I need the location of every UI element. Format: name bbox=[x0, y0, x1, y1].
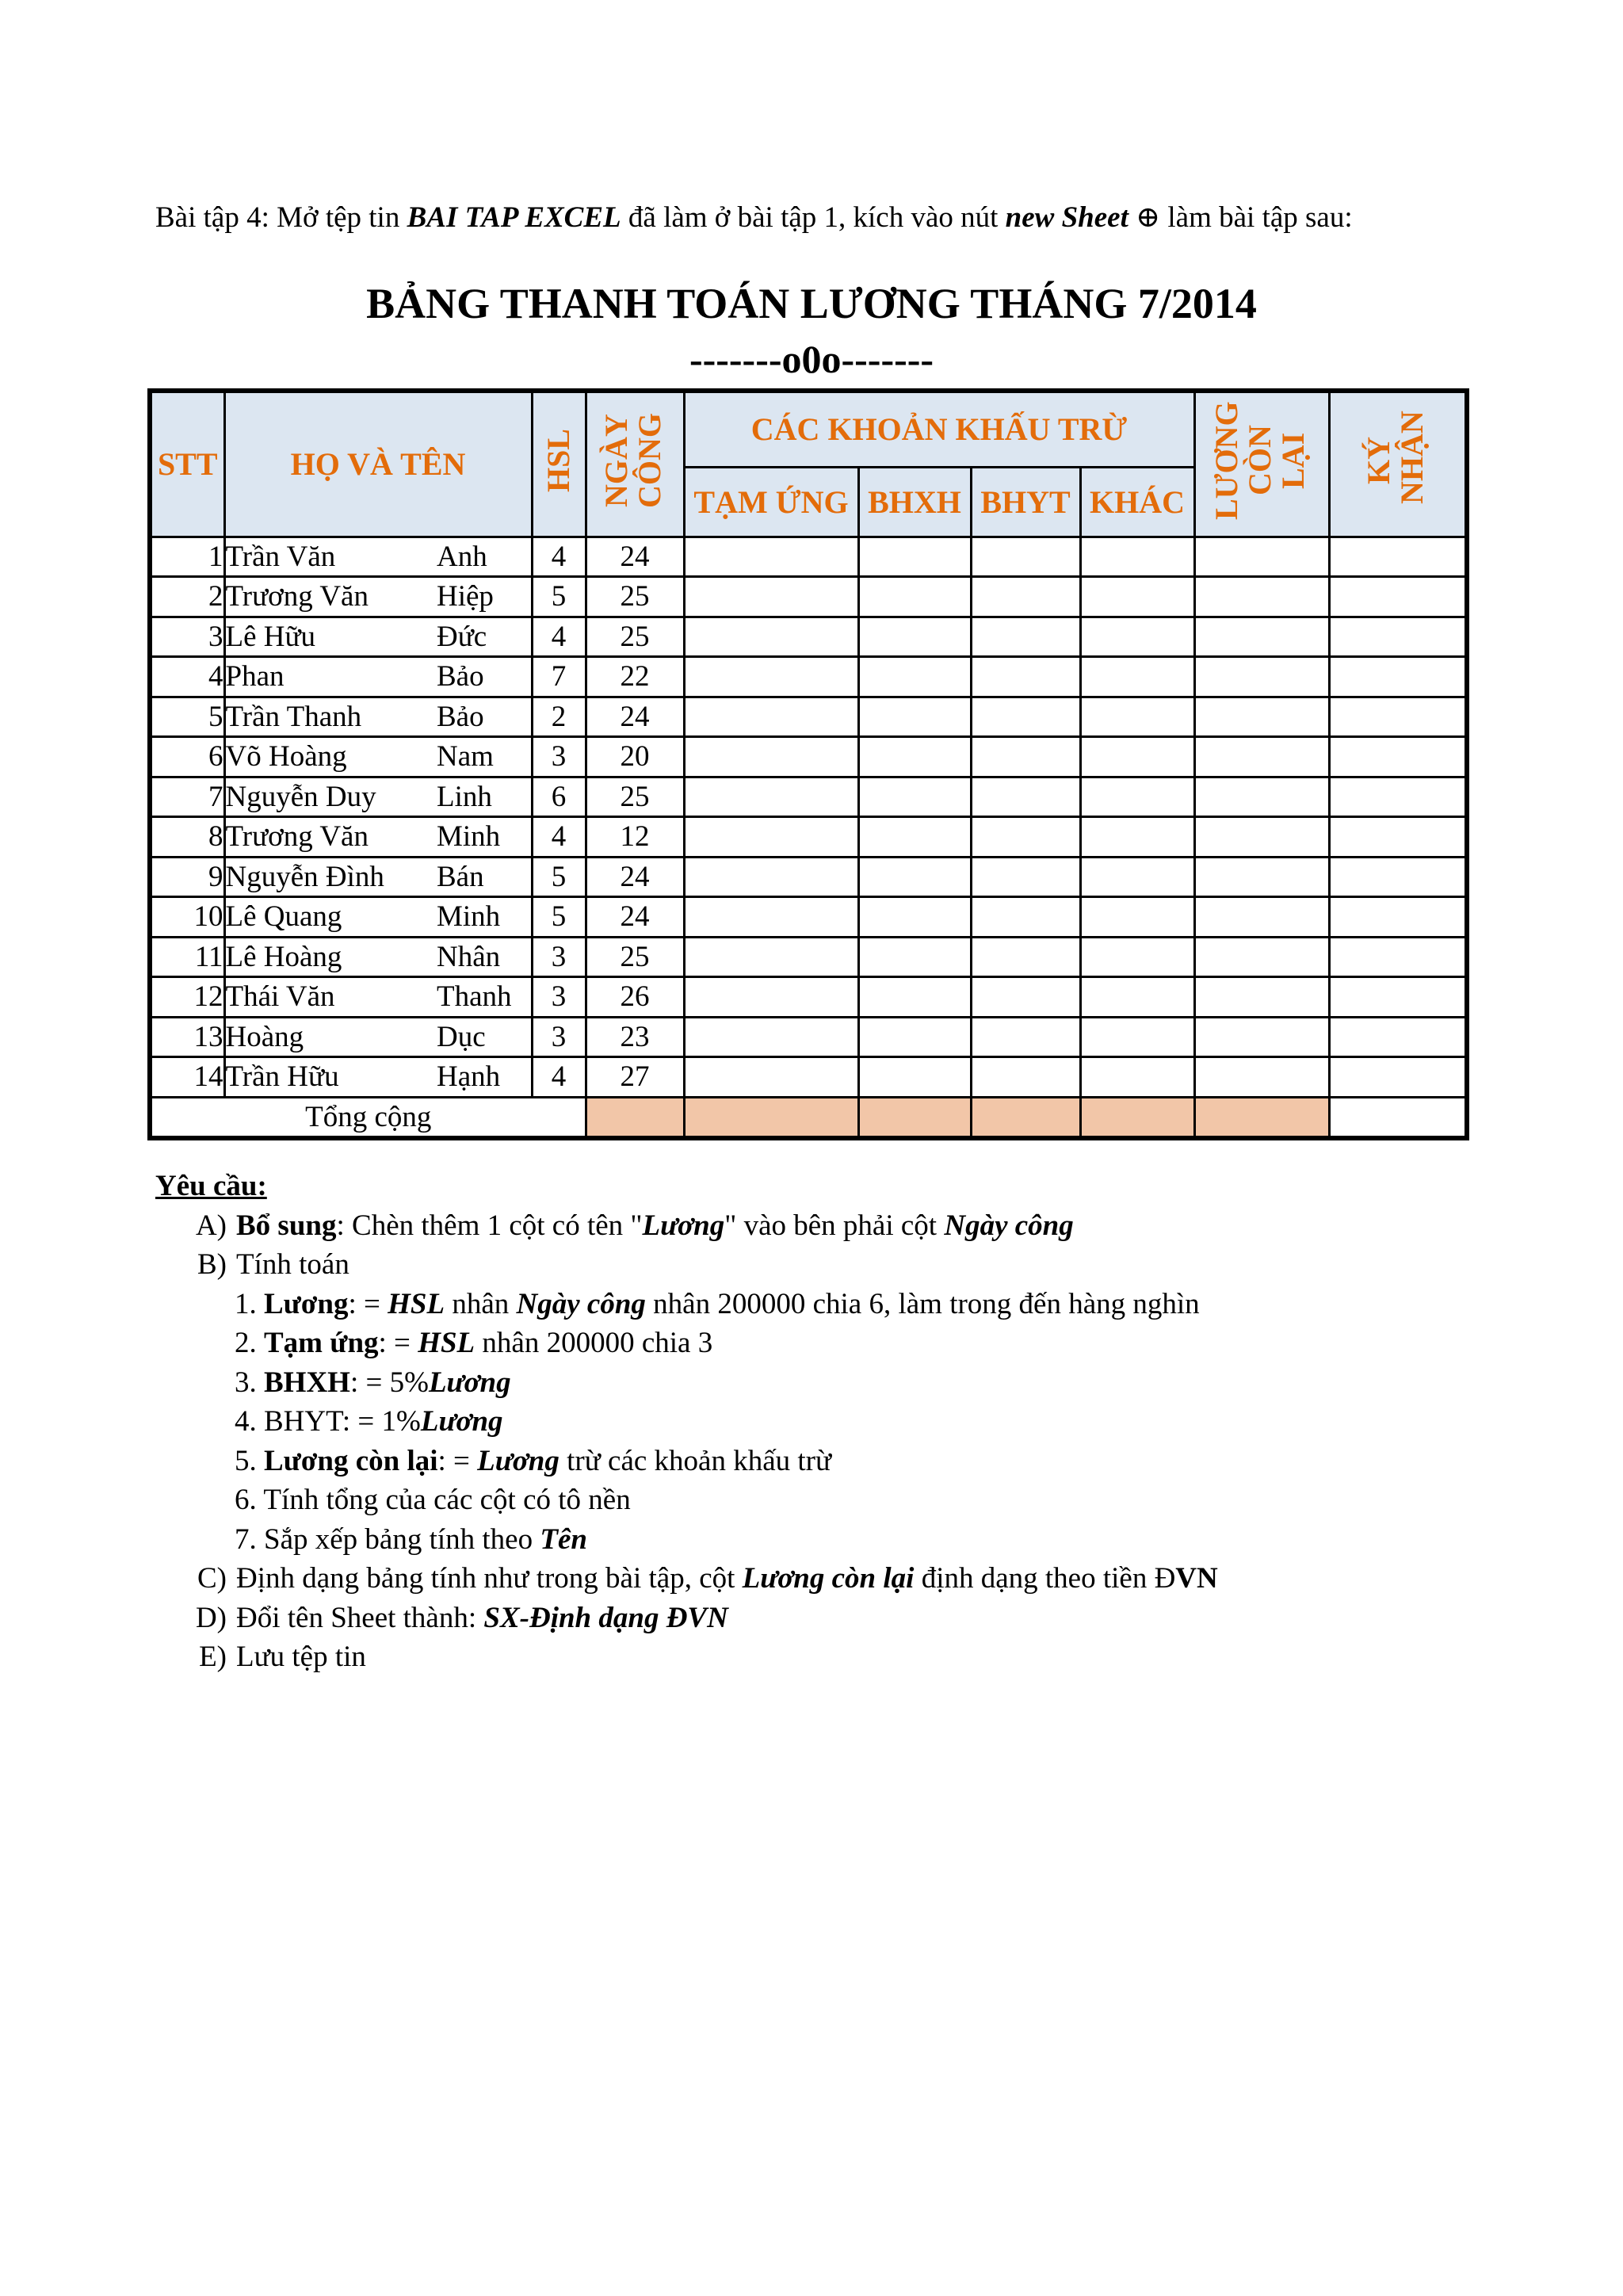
req-marker: 4. bbox=[235, 1405, 257, 1438]
cell-ten: Hạnh bbox=[437, 1057, 532, 1098]
cell-tam-ung bbox=[684, 937, 858, 977]
cell-luong-con-lai bbox=[1194, 617, 1329, 657]
cell-stt: 2 bbox=[150, 577, 224, 617]
cell-ten: Nam bbox=[437, 737, 532, 777]
cell-ngay-cong: 25 bbox=[586, 577, 684, 617]
cell-khac bbox=[1080, 777, 1194, 817]
req-marker: A) bbox=[195, 1209, 227, 1242]
cell-ky-nhan bbox=[1329, 777, 1467, 817]
cell-tam-ung bbox=[684, 817, 858, 858]
cell-ngay-cong: 25 bbox=[586, 937, 684, 977]
cell-bhyt bbox=[971, 737, 1080, 777]
cell-ngay-cong: 25 bbox=[586, 617, 684, 657]
req-text: Lưu tệp tin bbox=[236, 1641, 366, 1673]
cell-luong-con-lai bbox=[1194, 737, 1329, 777]
req-emph: Lương bbox=[642, 1209, 725, 1242]
cell-bhxh bbox=[858, 897, 971, 938]
header-name: HỌ VÀ TÊN bbox=[224, 391, 532, 537]
table-row bbox=[150, 1057, 1467, 1098]
total-label: Tổng cộng bbox=[150, 1097, 586, 1138]
req-text: định dạng theo tiền Đ bbox=[914, 1562, 1176, 1595]
cell-ho: Trương Văn bbox=[224, 577, 437, 617]
cell-ngay-cong: 23 bbox=[586, 1017, 684, 1057]
req-b1 bbox=[155, 1285, 1503, 1324]
cell-ten: Bảo bbox=[437, 657, 532, 697]
cell-ky-nhan bbox=[1329, 937, 1467, 977]
cell-luong-con-lai bbox=[1194, 1057, 1329, 1098]
req-emph: Ngày công bbox=[516, 1287, 646, 1320]
cell-tam-ung bbox=[684, 577, 858, 617]
cell-ky-nhan bbox=[1329, 1057, 1467, 1098]
cell-ho: Lê Quang bbox=[224, 897, 437, 938]
req-emph: SX-Định dạng ĐVN bbox=[483, 1601, 728, 1634]
total-khac bbox=[1080, 1097, 1194, 1138]
cell-stt: 1 bbox=[150, 537, 224, 577]
cell-ngay-cong: 20 bbox=[586, 737, 684, 777]
cell-bhyt bbox=[971, 537, 1080, 577]
cell-khac bbox=[1080, 977, 1194, 1018]
header-deductions: CÁC KHOẢN KHẤU TRỪ bbox=[684, 391, 1194, 467]
cell-tam-ung bbox=[684, 617, 858, 657]
cell-hsl: 5 bbox=[532, 577, 586, 617]
cell-tam-ung bbox=[684, 537, 858, 577]
header-ngay-cong bbox=[586, 391, 684, 537]
cell-hsl: 7 bbox=[532, 657, 586, 697]
cell-bhyt bbox=[971, 657, 1080, 697]
req-emph: HSL bbox=[388, 1287, 445, 1320]
intro-file-name: BAI TAP EXCEL bbox=[407, 201, 621, 234]
req-text: Sắp xếp bảng tính theo bbox=[264, 1522, 540, 1556]
req-bold: Lương còn lại bbox=[264, 1444, 438, 1477]
cell-stt: 12 bbox=[150, 977, 224, 1018]
cell-bhyt bbox=[971, 577, 1080, 617]
cell-ho: Hoàng bbox=[224, 1017, 437, 1057]
table-row bbox=[150, 977, 1467, 1018]
cell-ten: Bán bbox=[437, 857, 532, 897]
req-emph: Ngày công bbox=[944, 1209, 1074, 1242]
cell-ten: Anh bbox=[437, 537, 532, 577]
req-emph: Lương bbox=[428, 1366, 511, 1399]
cell-ten: Bảo bbox=[437, 697, 532, 737]
cell-bhxh bbox=[858, 697, 971, 737]
cell-khac bbox=[1080, 937, 1194, 977]
req-text: : = bbox=[378, 1327, 418, 1359]
cell-bhxh bbox=[858, 577, 971, 617]
cell-ngay-cong: 26 bbox=[586, 977, 684, 1018]
cell-ngay-cong: 24 bbox=[586, 537, 684, 577]
req-text: : = bbox=[348, 1287, 388, 1320]
cell-ngay-cong: 25 bbox=[586, 777, 684, 817]
table-row bbox=[150, 937, 1467, 977]
cell-khac bbox=[1080, 537, 1194, 577]
req-d bbox=[155, 1599, 1503, 1638]
cell-bhxh bbox=[858, 617, 971, 657]
table-row bbox=[150, 697, 1467, 737]
cell-khac bbox=[1080, 897, 1194, 938]
header-hsl bbox=[532, 391, 586, 537]
cell-ngay-cong: 24 bbox=[586, 897, 684, 938]
cell-bhxh bbox=[858, 1017, 971, 1057]
cell-ngay-cong: 27 bbox=[586, 1057, 684, 1098]
cell-hsl: 5 bbox=[532, 897, 586, 938]
cell-ky-nhan bbox=[1329, 657, 1467, 697]
cell-ho: Nguyễn Đình bbox=[224, 857, 437, 897]
cell-bhyt bbox=[971, 697, 1080, 737]
table-row bbox=[150, 817, 1467, 858]
cell-ky-nhan bbox=[1329, 577, 1467, 617]
req-text: : = 5% bbox=[349, 1366, 429, 1399]
table-row bbox=[150, 737, 1467, 777]
cell-ho: Trần Thanh bbox=[224, 697, 437, 737]
req-text: : Chèn thêm 1 cột có tên " bbox=[336, 1209, 643, 1242]
cell-bhyt bbox=[971, 937, 1080, 977]
intro-line bbox=[155, 200, 1353, 235]
req-bold: Tạm ứng bbox=[264, 1327, 379, 1359]
cell-khac bbox=[1080, 657, 1194, 697]
cell-bhyt bbox=[971, 1017, 1080, 1057]
table-row bbox=[150, 857, 1467, 897]
table-row bbox=[150, 897, 1467, 938]
cell-bhxh bbox=[858, 1057, 971, 1098]
header-luong-con-lai bbox=[1194, 391, 1329, 537]
cell-bhyt bbox=[971, 897, 1080, 938]
cell-stt: 13 bbox=[150, 1017, 224, 1057]
cell-stt: 11 bbox=[150, 937, 224, 977]
cell-ten: Nhân bbox=[437, 937, 532, 977]
cell-tam-ung bbox=[684, 857, 858, 897]
req-bold: Bổ sung bbox=[236, 1209, 337, 1242]
cell-khac bbox=[1080, 857, 1194, 897]
intro-suffix: ⊕ làm bài tập sau: bbox=[1128, 201, 1353, 234]
cell-bhyt bbox=[971, 777, 1080, 817]
req-b7 bbox=[155, 1520, 1503, 1560]
req-marker: 7. bbox=[235, 1522, 257, 1556]
cell-ky-nhan bbox=[1329, 897, 1467, 938]
header-bhxh: BHXH bbox=[858, 467, 971, 537]
cell-ngay-cong: 12 bbox=[586, 817, 684, 858]
cell-ho: Trần Văn bbox=[224, 537, 437, 577]
cell-tam-ung bbox=[684, 657, 858, 697]
cell-ho: Nguyễn Duy bbox=[224, 777, 437, 817]
total-bhyt bbox=[971, 1097, 1080, 1138]
cell-ho: Lê Hữu bbox=[224, 617, 437, 657]
requirements bbox=[155, 1167, 1503, 1677]
req-marker: 2. bbox=[235, 1327, 257, 1359]
cell-stt: 10 bbox=[150, 897, 224, 938]
cell-luong-con-lai bbox=[1194, 817, 1329, 858]
req-emph: Tên bbox=[540, 1522, 587, 1556]
cell-tam-ung bbox=[684, 737, 858, 777]
cell-khac bbox=[1080, 577, 1194, 617]
page-title: BẢNG THANH TOÁN LƯƠNG THÁNG 7/2014 bbox=[366, 280, 1257, 327]
cell-ho: Lê Hoàng bbox=[224, 937, 437, 977]
cell-ten: Minh bbox=[437, 817, 532, 858]
cell-hsl: 3 bbox=[532, 737, 586, 777]
cell-tam-ung bbox=[684, 897, 858, 938]
cell-hsl: 3 bbox=[532, 977, 586, 1018]
table-row bbox=[150, 657, 1467, 697]
requirements-heading: Yêu cầu: bbox=[155, 1170, 267, 1202]
cell-ten: Minh bbox=[437, 897, 532, 938]
req-marker: D) bbox=[195, 1601, 227, 1634]
page-subtitle: -------o0o------- bbox=[689, 337, 934, 381]
cell-bhxh bbox=[858, 537, 971, 577]
cell-hsl: 4 bbox=[532, 537, 586, 577]
cell-khac bbox=[1080, 617, 1194, 657]
cell-luong-con-lai bbox=[1194, 1017, 1329, 1057]
header-luong-con-lai-text: LƯƠNG CÒN LẠI bbox=[1209, 400, 1312, 520]
req-b2 bbox=[155, 1324, 1503, 1363]
cell-luong-con-lai bbox=[1194, 897, 1329, 938]
cell-ten: Hiệp bbox=[437, 577, 532, 617]
req-c bbox=[155, 1559, 1503, 1599]
req-marker: 1. bbox=[235, 1287, 257, 1320]
cell-luong-con-lai bbox=[1194, 857, 1329, 897]
cell-ky-nhan bbox=[1329, 617, 1467, 657]
cell-stt: 14 bbox=[150, 1057, 224, 1098]
cell-luong-con-lai bbox=[1194, 577, 1329, 617]
req-text: Đổi tên Sheet thành: bbox=[236, 1601, 484, 1634]
intro-button-name: new Sheet bbox=[1005, 201, 1128, 234]
cell-bhxh bbox=[858, 937, 971, 977]
cell-luong-con-lai bbox=[1194, 977, 1329, 1018]
cell-ky-nhan bbox=[1329, 537, 1467, 577]
header-hsl-text: HSL bbox=[540, 428, 576, 492]
cell-hsl: 4 bbox=[532, 1057, 586, 1098]
cell-ngay-cong: 24 bbox=[586, 697, 684, 737]
req-marker: 5. bbox=[235, 1444, 257, 1477]
cell-stt: 8 bbox=[150, 817, 224, 858]
cell-khac bbox=[1080, 817, 1194, 858]
cell-tam-ung bbox=[684, 697, 858, 737]
header-ky-nhan-text: KÝ NHẬN bbox=[1361, 410, 1430, 504]
header-stt: STT bbox=[150, 391, 224, 537]
cell-ngay-cong: 24 bbox=[586, 857, 684, 897]
req-text: nhân bbox=[445, 1287, 517, 1320]
req-emph: Lương còn lại bbox=[742, 1562, 915, 1595]
cell-bhyt bbox=[971, 977, 1080, 1018]
total-tam-ung bbox=[684, 1097, 858, 1138]
cell-bhyt bbox=[971, 617, 1080, 657]
cell-hsl: 3 bbox=[532, 937, 586, 977]
req-b5 bbox=[155, 1442, 1503, 1481]
req-text: Định dạng bảng tính như trong bài tập, cột bbox=[236, 1562, 743, 1595]
req-marker: E) bbox=[199, 1641, 227, 1673]
cell-stt: 3 bbox=[150, 617, 224, 657]
req-bold: Lương bbox=[264, 1287, 349, 1320]
table-row bbox=[150, 537, 1467, 577]
cell-bhxh bbox=[858, 777, 971, 817]
cell-ky-nhan bbox=[1329, 977, 1467, 1018]
req-a bbox=[155, 1206, 1503, 1246]
req-marker: 3. bbox=[235, 1366, 257, 1399]
cell-bhyt bbox=[971, 1057, 1080, 1098]
cell-ky-nhan bbox=[1329, 737, 1467, 777]
cell-hsl: 5 bbox=[532, 857, 586, 897]
cell-ho: Trương Văn bbox=[224, 817, 437, 858]
header-ky-nhan bbox=[1329, 391, 1467, 537]
req-emph: HSL bbox=[418, 1327, 475, 1359]
cell-luong-con-lai bbox=[1194, 937, 1329, 977]
req-text: nhân 200000 chia 6, làm trong đến hàng nghìn bbox=[645, 1287, 1200, 1320]
cell-ky-nhan bbox=[1329, 817, 1467, 858]
req-marker: B) bbox=[197, 1248, 227, 1281]
req-marker: 6. bbox=[235, 1484, 257, 1516]
cell-bhyt bbox=[971, 857, 1080, 897]
cell-bhxh bbox=[858, 737, 971, 777]
req-emph: Lương bbox=[477, 1444, 559, 1477]
cell-bhxh bbox=[858, 977, 971, 1018]
cell-ky-nhan bbox=[1329, 697, 1467, 737]
cell-tam-ung bbox=[684, 1017, 858, 1057]
req-text: trừ các khoản khấu trừ bbox=[559, 1444, 832, 1477]
cell-stt: 7 bbox=[150, 777, 224, 817]
total-luong-con-lai bbox=[1194, 1097, 1329, 1138]
cell-luong-con-lai bbox=[1194, 697, 1329, 737]
req-b bbox=[155, 1245, 1503, 1285]
intro-prefix: Bài tập 4: Mở tệp tin bbox=[155, 201, 407, 234]
total-ky-nhan bbox=[1329, 1097, 1467, 1138]
cell-ten: Thanh bbox=[437, 977, 532, 1018]
header-khac: KHÁC bbox=[1080, 467, 1194, 537]
cell-bhxh bbox=[858, 857, 971, 897]
req-b6 bbox=[155, 1480, 1503, 1520]
cell-stt: 9 bbox=[150, 857, 224, 897]
table-row bbox=[150, 1017, 1467, 1057]
cell-ky-nhan bbox=[1329, 857, 1467, 897]
cell-ten: Đức bbox=[437, 617, 532, 657]
cell-tam-ung bbox=[684, 1057, 858, 1098]
cell-khac bbox=[1080, 697, 1194, 737]
cell-ho: Thái Văn bbox=[224, 977, 437, 1018]
cell-luong-con-lai bbox=[1194, 657, 1329, 697]
cell-stt: 6 bbox=[150, 737, 224, 777]
total-bhxh bbox=[858, 1097, 971, 1138]
cell-ten: Linh bbox=[437, 777, 532, 817]
table-row bbox=[150, 777, 1467, 817]
cell-ten: Dục bbox=[437, 1017, 532, 1057]
intro-middle: đã làm ở bài tập 1, kích vào nút bbox=[621, 201, 1006, 234]
cell-bhxh bbox=[858, 817, 971, 858]
req-text: " vào bên phải cột bbox=[724, 1209, 945, 1242]
cell-stt: 5 bbox=[150, 697, 224, 737]
cell-ho: Trần Hữu bbox=[224, 1057, 437, 1098]
req-bold: VN bbox=[1175, 1562, 1218, 1595]
table-row bbox=[150, 577, 1467, 617]
cell-ngay-cong: 22 bbox=[586, 657, 684, 697]
cell-hsl: 4 bbox=[532, 817, 586, 858]
cell-bhxh bbox=[858, 657, 971, 697]
req-bold: BHXH bbox=[264, 1366, 350, 1399]
cell-luong-con-lai bbox=[1194, 537, 1329, 577]
cell-hsl: 6 bbox=[532, 777, 586, 817]
req-text: Tính tổng của các cột có tô nền bbox=[263, 1484, 631, 1516]
cell-stt: 4 bbox=[150, 657, 224, 697]
cell-hsl: 4 bbox=[532, 617, 586, 657]
salary-table bbox=[147, 388, 1469, 1140]
header-tam-ung: TẠM ỨNG bbox=[684, 467, 858, 537]
table-row bbox=[150, 617, 1467, 657]
cell-khac bbox=[1080, 737, 1194, 777]
req-b4 bbox=[155, 1402, 1503, 1442]
req-text: Tính toán bbox=[236, 1248, 349, 1281]
total-row bbox=[150, 1097, 1467, 1138]
req-emph: Lương bbox=[420, 1405, 503, 1438]
header-ngay-cong-text: NGÀY CÔNG bbox=[598, 412, 667, 508]
cell-khac bbox=[1080, 1017, 1194, 1057]
cell-hsl: 2 bbox=[532, 697, 586, 737]
cell-hsl: 3 bbox=[532, 1017, 586, 1057]
cell-tam-ung bbox=[684, 777, 858, 817]
req-e bbox=[155, 1637, 1503, 1677]
cell-khac bbox=[1080, 1057, 1194, 1098]
header-bhyt: BHYT bbox=[971, 467, 1080, 537]
cell-ho: Phan bbox=[224, 657, 437, 697]
req-marker: C) bbox=[197, 1562, 227, 1595]
req-text: : = bbox=[437, 1444, 478, 1477]
cell-ho: Võ Hoàng bbox=[224, 737, 437, 777]
req-text: BHYT: = 1% bbox=[264, 1405, 421, 1438]
cell-luong-con-lai bbox=[1194, 777, 1329, 817]
cell-bhyt bbox=[971, 817, 1080, 858]
cell-tam-ung bbox=[684, 977, 858, 1018]
req-text: nhân 200000 chia 3 bbox=[475, 1327, 713, 1359]
cell-ky-nhan bbox=[1329, 1017, 1467, 1057]
req-b3 bbox=[155, 1363, 1503, 1403]
total-ngay-cong bbox=[586, 1097, 684, 1138]
